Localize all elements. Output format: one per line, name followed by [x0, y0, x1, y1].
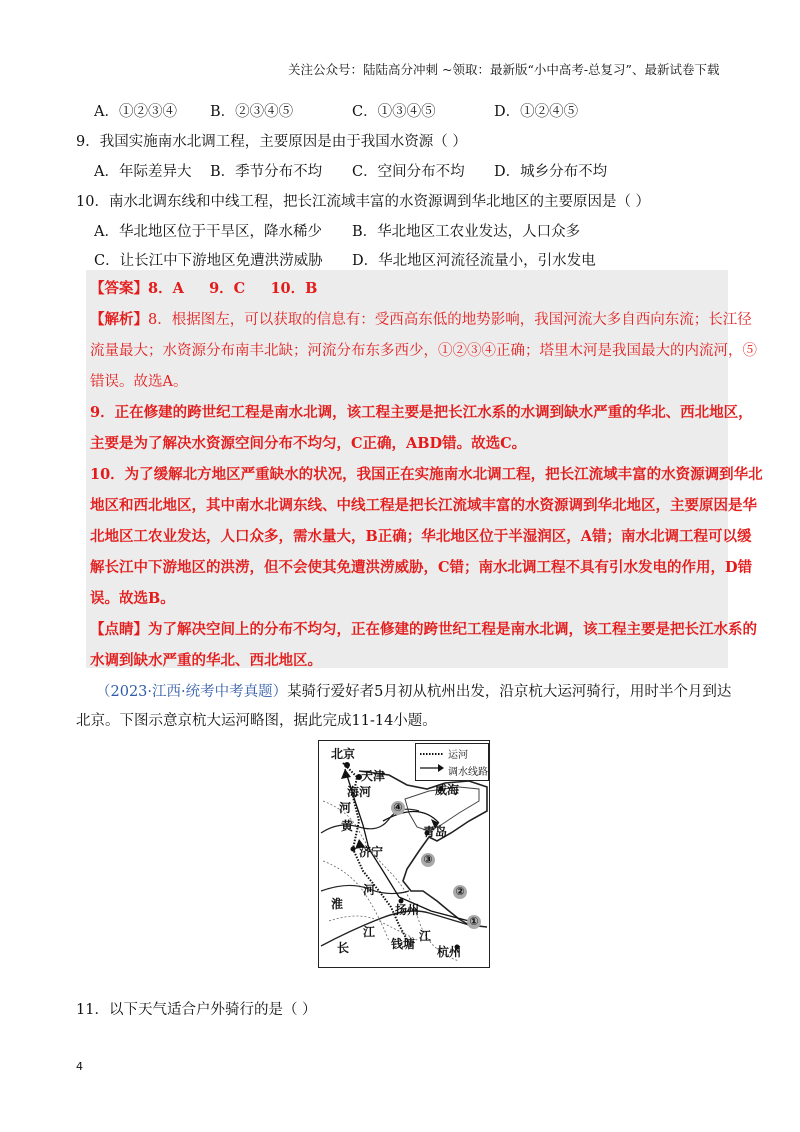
label-qiantang: 钱塘	[391, 937, 416, 951]
q10-stem: 10．南水北调东线和中线工程，把长江流域丰富的水资源调到华北地区的主要原因是（ ）	[76, 194, 651, 210]
tip-tag: 【点睛】	[90, 621, 148, 638]
question-source: （2023·江西·统考中考真题）	[96, 684, 288, 700]
label-chang: 长	[337, 941, 350, 955]
label-jiang: 江	[363, 925, 376, 939]
label-tianjin: 天津	[361, 769, 386, 783]
analysis-text-1: 8．根据图左，可以获取的信息有：受西高东低的地势影响，我国河流大多自西向东流；长江径	[148, 312, 752, 328]
legend-canal: 运河	[448, 750, 468, 761]
legend-route-arrow	[438, 764, 444, 772]
analysis-line-6: 10．为了缓解北方地区严重缺水的状况，我国正在实施南水北调工程，把长江流域丰富的水资源调到华北	[90, 466, 763, 483]
legend-symbols	[418, 746, 446, 776]
marker-3: ③	[421, 853, 435, 867]
jining-dot	[351, 847, 356, 852]
marker-4: ④	[391, 801, 405, 815]
beijing-dot	[344, 762, 350, 768]
label-huang: 黄	[341, 819, 354, 833]
q9-stem: 9．我国实施南水北调工程，主要原因是由于我国水资源（ ）	[76, 134, 467, 150]
tip-line-2: 水调到缺水严重的华北、西北地区。	[90, 652, 322, 669]
label-qingdao: 青岛	[423, 825, 448, 839]
label-hangzhou: 杭州	[437, 945, 462, 959]
q8-option-c: C．①③④⑤	[352, 104, 436, 120]
intro-line-2: 北京。下图示意京杭大运河略图，据此完成11-14小题。	[76, 713, 437, 729]
analysis-line-2: 流量最大；水资源分布南丰北缺；河流分布东多西少，①②③④正确；塔里木河是我国最大的内流河，⑤	[90, 343, 757, 359]
q10-option-a: A．华北地区位于干旱区，降水稀少	[94, 224, 322, 240]
label-huai: 淮	[331, 897, 344, 911]
analysis-line-7: 地区和西北地区，其中南水北调东线、中线工程是把长江流域丰富的水资源调到华北地区，主要原因是华	[90, 497, 757, 514]
answer-tag: 【答案】	[90, 280, 148, 297]
q9-option-d: D．城乡分布不均	[494, 164, 608, 180]
q9-option-c: C．空间分布不均	[352, 164, 465, 180]
analysis-line-8: 北地区工农业发达，人口众多，需水量大，B正确；华北地区位于半湿润区，A错；南水北调工程可以缓	[90, 528, 752, 545]
marker-1: ①	[467, 915, 481, 929]
answer-line	[90, 277, 317, 298]
label-jiang2: 江	[419, 929, 432, 943]
grand-canal-map	[318, 740, 490, 968]
q11-stem: 11．以下天气适合户外骑行的是（ ）	[76, 1002, 317, 1018]
q9-option-a: A．年际差异大	[94, 164, 192, 180]
marker-2: ②	[453, 885, 467, 899]
q8-option-a: A．①②③④	[94, 104, 177, 120]
q9-option-b: B．季节分布不均	[210, 164, 323, 180]
analysis-line-3: 错误。故选A。	[90, 374, 188, 390]
answer-text: 8．A 9．C 10．B	[148, 280, 318, 297]
analysis-line-1	[90, 308, 752, 329]
q8-option-d: D．①②④⑤	[494, 104, 579, 120]
label-haihe: 海河	[347, 785, 372, 799]
map-legend	[415, 743, 489, 781]
tip-text-1: 为了解决空间上的分布不均匀，正在修建的跨世纪工程是南水北调，该工程主要是把长江水系的	[148, 621, 757, 638]
q8-option-b: B．②③④⑤	[210, 104, 294, 120]
label-huai-he: 河	[363, 883, 376, 897]
legend-route: 调水线路	[448, 767, 488, 778]
tip-line-1	[90, 618, 757, 639]
analysis-line-9: 解长江中下游地区的洪涝，但不会使其免遭洪涝威胁，C错；南水北调工程不具有引水发电的作用，D错	[90, 559, 753, 576]
label-beijing: 北京	[331, 747, 356, 761]
header-note: 关注公众号：陆陆高分冲刺 ~领取：最新版“小中高考-总复习”、最新试卷下载	[288, 62, 720, 77]
label-weihai: 威海	[435, 783, 460, 797]
analysis-line-4: 9．正在修建的跨世纪工程是南水北调，该工程主要是把长江水系的水调到缺水严重的华北、西北地区，	[90, 404, 753, 421]
analysis-line-5: 主要是为了解决水资源空间分布不均匀，C正确，ABD错。故选C。	[90, 435, 527, 452]
label-yangzhou: 扬州	[395, 903, 420, 917]
label-he: 河	[339, 801, 352, 815]
intro-text-1: 某骑行爱好者5月初从杭州出发，沿京杭大运河骑行，用时半个月到达	[287, 684, 732, 700]
page-number: 4	[76, 1060, 83, 1073]
q10-option-b: B．华北地区工农业发达，人口众多	[352, 224, 581, 240]
q10-option-c: C．让长江中下游地区免遭洪涝威胁	[94, 253, 323, 269]
label-jining: 济宁	[359, 845, 384, 859]
intro-line-1	[96, 680, 731, 701]
q10-option-d: D．华北地区河流径流量小，引水发电	[352, 253, 596, 269]
analysis-line-10: 误。故选B。	[90, 590, 175, 607]
analysis-tag: 【解析】	[90, 311, 148, 328]
